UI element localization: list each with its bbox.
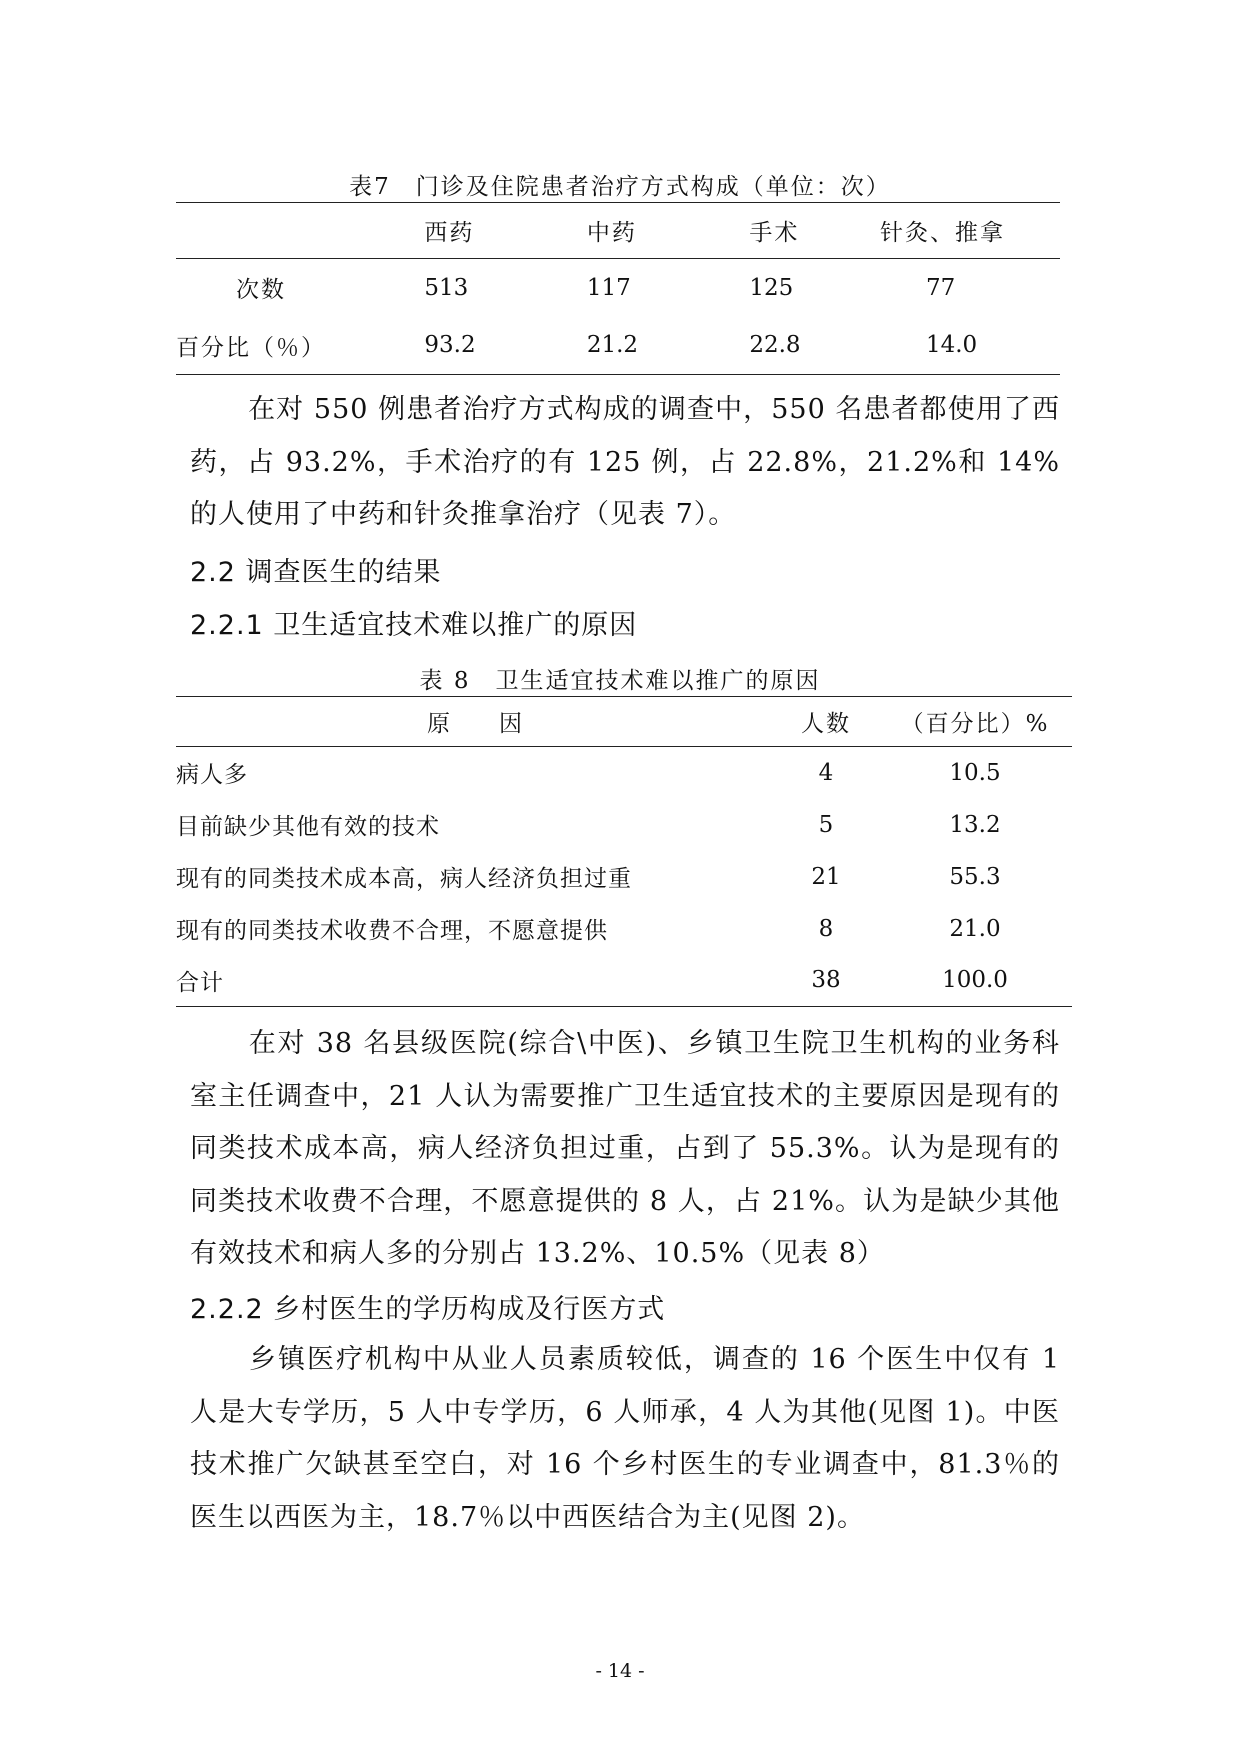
table7-cell: 513	[424, 274, 469, 301]
section-heading-2-2-1: 2.2.1 卫生适宜技术难以推广的原因	[190, 610, 638, 641]
table-row	[176, 955, 1072, 1007]
paragraph-text: 在对 38 名县级医院(综合\中医)、乡镇卫生院卫生机构的业务科室主任调查中，21 人认为需要推广卫生适宜技术的主要原因是现有的同类技术成本高，病人经济负担过重，占到了 55.3%。认为是现有的同类技术收费不合理，不愿意提供的 8 人，占 21%。认为是缺少其他有效技术和病人多的分别占 13.2%、10.5%（见表 8）	[190, 1028, 1060, 1269]
table8-count-cell: 8	[818, 915, 834, 942]
table8-count-cell: 5	[818, 811, 834, 838]
table-row	[176, 851, 1072, 903]
table8-count-cell: 38	[774, 955, 878, 1007]
table8-reason-cell: 病人多	[176, 762, 248, 789]
table8-percent-cell: 21.0	[949, 915, 1001, 942]
table7-cell: 125	[749, 274, 794, 301]
paragraph-doctor-education	[190, 1334, 1060, 1544]
table-row	[176, 799, 1072, 851]
table7-cell: 117	[586, 274, 631, 301]
table-row	[176, 259, 1060, 317]
table8-header-row	[176, 697, 1072, 747]
table8-total-label: 合计	[176, 955, 774, 1007]
table7-header-cell: 中药	[587, 203, 749, 259]
table8-reason-cell: 现有的同类技术收费不合理，不愿意提供	[176, 918, 608, 944]
table8-header-cell: （百分比）%	[878, 697, 1072, 747]
table8-caption: 表 8 卫生适宜技术难以推广的原因	[419, 668, 821, 694]
table7-row-label: 百分比（％）	[176, 317, 424, 375]
table-row	[176, 747, 1072, 799]
table7-header-cell: 手术	[749, 203, 880, 259]
table-row	[176, 317, 1060, 375]
table8-percent-cell: 100.0	[878, 955, 1072, 1007]
table7-header-cell	[176, 203, 424, 259]
table7-row-label: 次数	[236, 277, 286, 304]
table8-reason-cell: 目前缺少其他有效的技术	[176, 814, 440, 840]
table8-count-cell: 21	[811, 863, 841, 890]
table8-header-cell: 人数	[774, 697, 878, 747]
table8-percent-cell: 55.3	[949, 863, 1001, 890]
table-row	[176, 903, 1072, 955]
table7-cell: 93.2	[424, 317, 586, 375]
paragraph-reasons-summary	[190, 1018, 1060, 1281]
table7-cell: 21.2	[587, 317, 749, 375]
table7-cell: 14.0	[880, 317, 1060, 375]
table7-header-row	[176, 203, 1060, 259]
table8-count-cell: 4	[818, 759, 834, 786]
section-heading-2-2: 2.2 调查医生的结果	[190, 557, 442, 588]
table8-reason-cell: 现有的同类技术成本高，病人经济负担过重	[176, 866, 632, 892]
table7-caption: 表7 门诊及住院患者治疗方式构成（单位：次）	[349, 174, 891, 200]
page-number: - 14 -	[595, 1660, 645, 1682]
section-heading-2-2-2: 2.2.2 乡村医生的学历构成及行医方式	[190, 1294, 666, 1325]
table8-percent-cell: 13.2	[949, 811, 1001, 838]
table8-header-cell: 原 因	[176, 697, 774, 747]
table7-header-cell: 针灸、推拿	[880, 203, 1060, 259]
table7-cell: 77	[925, 274, 956, 301]
paragraph-text: 乡镇医疗机构中从业人员素质较低，调查的 16 个医生中仅有 1 人是大专学历，5 人中专学历，6 人师承，4 人为其他(见图 1)。中医技术推广欠缺甚至空白，对 16 个乡村医生的专业调查中，81.3％的医生以西医为主，18.7％以中西医结合为主(见图 2)。	[190, 1344, 1060, 1533]
table7-cell: 22.8	[749, 317, 880, 375]
table8-percent-cell: 10.5	[949, 759, 1001, 786]
table7	[176, 202, 1060, 375]
table8	[176, 696, 1072, 1007]
table7-header-cell: 西药	[424, 203, 586, 259]
paragraph-text: 在对 550 例患者治疗方式构成的调查中，550 名患者都使用了西药，占 93.2%，手术治疗的有 125 例，占 22.8%，21.2%和 14%的人使用了中药和针灸推拿治疗（见表 7）。	[190, 394, 1060, 530]
paragraph-treatment-summary	[190, 384, 1060, 542]
